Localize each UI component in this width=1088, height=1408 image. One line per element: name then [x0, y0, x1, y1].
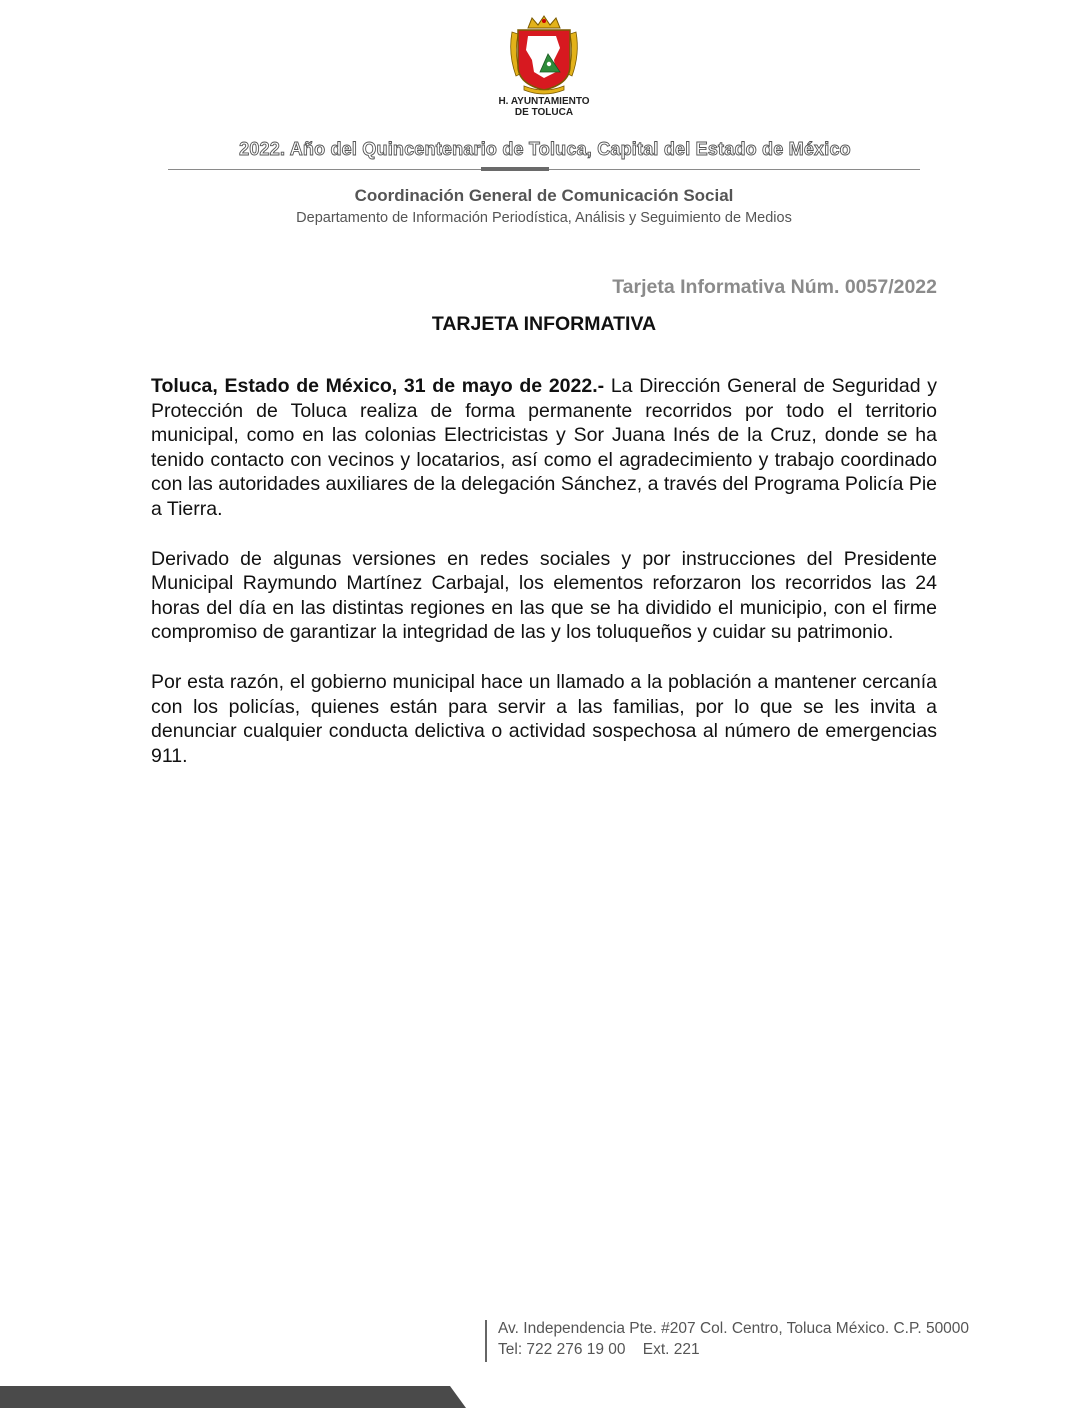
footer-band — [0, 1386, 466, 1408]
paragraph-1-text: La Dirección General de Seguridad y Protección de Toluca realiza de forma permanente recorridos por todo el territorio municipal, como en las colonias Electricistas y Sor Juana Inés de la Cruz, donde se ha tenido contacto con vecinos y locatarios, así como el agradecimiento y trabajo coordinado con las autoridades auxiliares de la delegación Sánchez, a través del Programa Policía Pie a Tierra. — [151, 375, 937, 520]
footer-phone-text: Tel: 722 276 19 00 Ext. 221 — [498, 1341, 700, 1358]
paragraph-1 — [151, 374, 937, 522]
card-number: Tarjeta Informativa Núm. 0057/2022 — [612, 276, 937, 298]
toluca-crest-icon — [506, 14, 582, 96]
paragraph-2 — [151, 547, 937, 645]
department-title: Departamento de Información Periodística, Análisis y Seguimiento de Medios — [296, 210, 792, 226]
footer-phone — [498, 1341, 700, 1359]
organization-name-line2: DE TOLUCA — [514, 107, 574, 118]
year-motto: 2022. Año del Quincentenario de Toluca, Capital del Estado de México — [239, 139, 851, 159]
document-body — [151, 374, 937, 793]
paragraph-2-text: Derivado de algunas versiones en redes sociales y por instrucciones del Presidente Municipal Raymundo Martínez Carbajal, los elementos reforzaron los recorridos las 24 horas del día en las distintas regiones en las que se ha dividido el municipio, con el firme compromiso de garantizar la integridad de las y los toluqueños y cuidar su patrimonio. — [151, 547, 937, 644]
paragraph-3 — [151, 670, 937, 768]
footer-divider — [485, 1320, 487, 1362]
paragraph-3-text: Por esta razón, el gobierno municipal hace un llamado a la población a mantener cercanía con los policías, quienes están para servir a las familias, por lo que se les invita a denunciar cualquier conducta delictiva o actividad sospechosa al número de emergencias 911. — [151, 670, 937, 767]
document-title: TARJETA INFORMATIVA — [431, 313, 657, 335]
header-divider-accent — [481, 167, 549, 171]
organization-name-line1: H. AYUNTAMIENTO — [498, 96, 590, 107]
organization-name — [444, 96, 644, 118]
paragraph-1-dateline: Toluca, Estado de México, 31 de mayo de 2022.- — [151, 375, 605, 397]
footer-address: Av. Independencia Pte. #207 Col. Centro, Toluca México. C.P. 50000 — [498, 1320, 970, 1337]
coordination-title: Coordinación General de Comunicación Social — [354, 186, 734, 205]
